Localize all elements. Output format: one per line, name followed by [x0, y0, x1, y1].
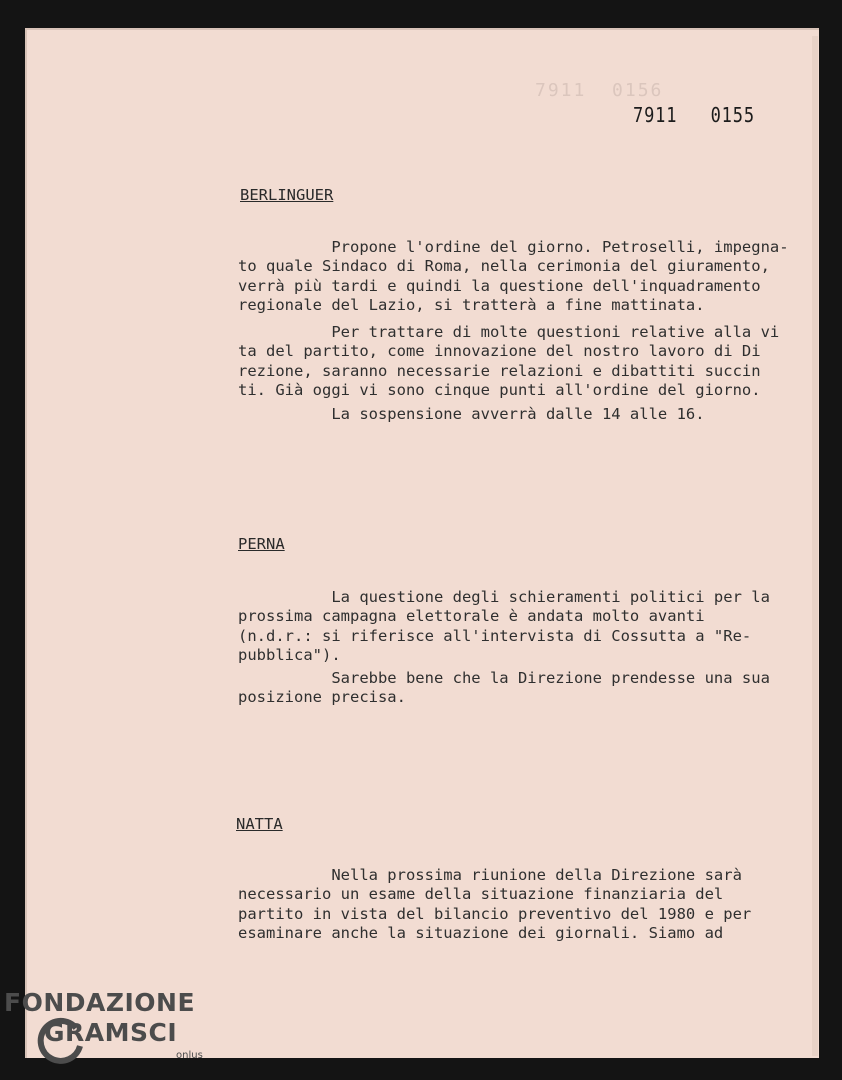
paragraph: La questione degli schieramenti politici per la prossima campagna elettorale è andata molto avanti (n.d.r.: si riferisce all'intervista di Cossutta a "Re- pubblica").: [238, 588, 770, 665]
page-edge: [812, 36, 818, 1056]
logo-line1: FONDAZIONE: [4, 988, 196, 1017]
logo-line2: GRAMSCI: [44, 1018, 178, 1047]
page-number: 7911 0155: [633, 103, 755, 127]
speaker-heading-berlinguer: BERLINGUER: [240, 186, 334, 204]
paragraph: Sarebbe bene che la Direzione prendesse una sua posizione precisa.: [238, 669, 770, 707]
ghost-page-number: 7911 0156: [535, 80, 664, 101]
speaker-heading-perna: PERNA: [238, 535, 285, 553]
speaker-heading-natta: NATTA: [236, 815, 283, 833]
paragraph: Per trattare di molte questioni relative alla vi ta del partito, come innovazione del nostro lavoro di Di rezione, saranno necessarie relazioni e dibattiti succin ti. Già oggi vi sono cinque punti all'ordine del giorno.: [238, 323, 780, 400]
logo-suffix: onlus: [176, 1050, 203, 1061]
fondazione-gramsci-logo: [4, 988, 214, 1068]
paragraph: Propone l'ordine del giorno. Petroselli, impegna- to quale Sindaco di Roma, nella cerimonia del giuramento, verrà più tardi e quindi la questione dell'inquadramento regionale del Lazio, si tratterà a fine mattinata.: [238, 238, 789, 315]
paragraph: La sospensione avverrà dalle 14 alle 16.: [238, 405, 705, 423]
paragraph: Nella prossima riunione della Direzione sarà necessario un esame della situazione finanziaria del partito in vista del bilancio preventivo del 1980 e per esaminare anche la situazione dei giornali. Siamo ad: [238, 866, 752, 943]
